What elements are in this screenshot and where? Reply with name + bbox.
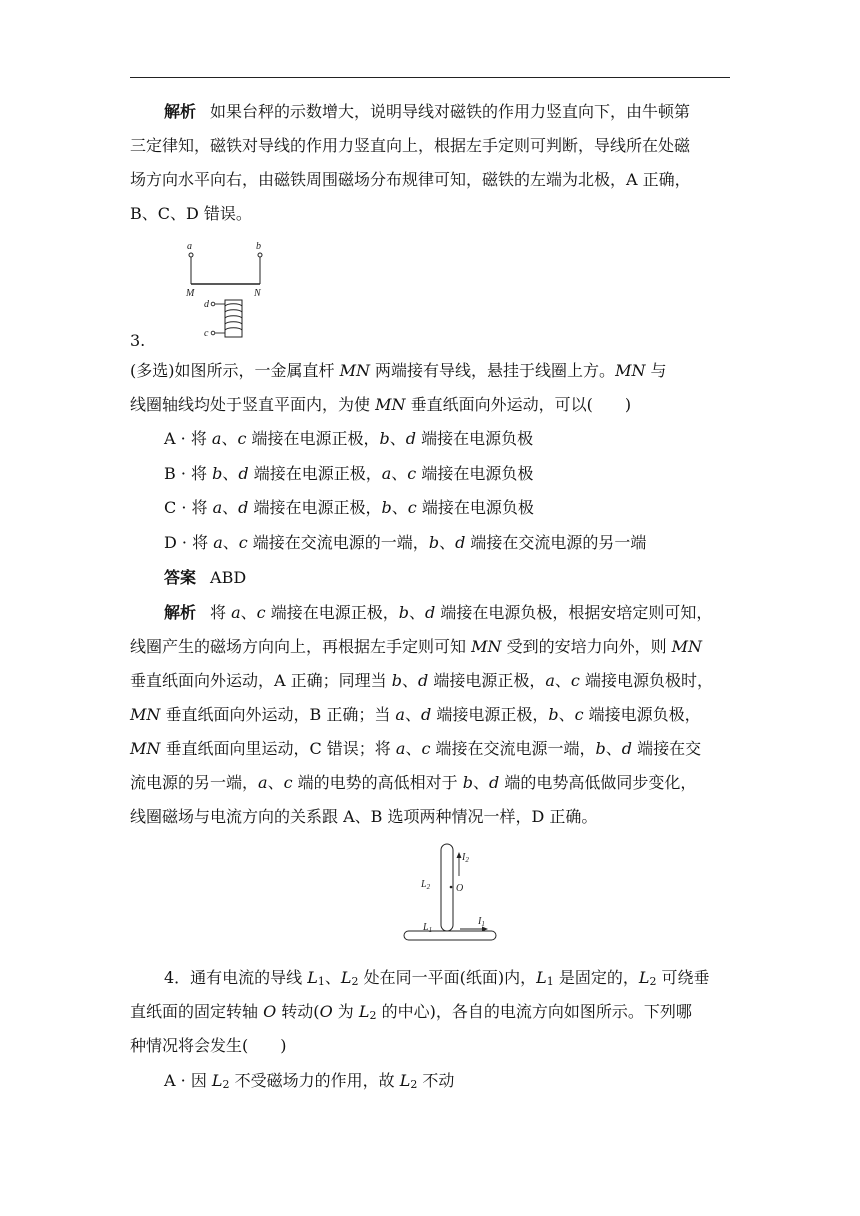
fig2-label-l1: $L_1$ — [423, 922, 433, 934]
q3-option-b: B · 将 b、d 端接在电源正极，a、c 端接在电源负极 — [164, 464, 534, 483]
fig2-label-i1: $I_1$ — [478, 916, 485, 928]
fig2-label-l2: $L_2$ — [421, 879, 431, 891]
answer-value: ABD — [210, 568, 247, 587]
p1-line-2: 三定律知，磁铁对导线的作用力竖直向上，根据左手定则可判断，导线所在处磁 — [130, 136, 691, 155]
q4-line-3: 种情况将会发生( ) — [130, 1036, 287, 1055]
q4-line-2: 直纸面的固定转轴 O 转动(O 为 $L_2$ 的中心)，各自的电流方向如图所示。下列哪 — [130, 1002, 692, 1022]
answer-heading: 答案 — [164, 568, 197, 587]
fig1-label-a: a — [187, 241, 192, 252]
fig1-label-c: c — [204, 328, 209, 339]
q3-stem-line-1: (多选)如图所示，一金属直杆 MN 两端接有导线，悬挂于线圈上方。MN 与 — [130, 361, 667, 380]
q3-analysis-line-6: 流电源的另一端，a、c 端的电势的高低相对于 b、d 端的电势高低做同步变化， — [130, 773, 697, 792]
figure-l1-l2 — [400, 840, 510, 948]
q3-number: 3. — [130, 331, 146, 350]
q3-option-a: A · 将 a、c 端接在电源正极，b、d 端接在电源负极 — [164, 429, 534, 448]
q3-option-c: C · 将 a、d 端接在电源正极，b、c 端接在电源负极 — [164, 498, 534, 517]
fig2-label-o: O — [456, 883, 464, 894]
fig1-label-N: N — [254, 288, 261, 299]
q3-option-d: D · 将 a、c 端接在交流电源的一端，b、d 端接在交流电源的另一端 — [164, 533, 647, 552]
header-rule — [130, 77, 730, 78]
p1-line-3: 场方向水平向右，由磁铁周围磁场分布规律可知，磁铁的左端为北极，A 正确， — [130, 170, 691, 189]
fig2-label-i2: $I_2$ — [462, 852, 469, 864]
q3-analysis-line-1: 解析 将 a、c 端接在电源正极，b、d 端接在电源负极，根据安培定则可知， — [164, 603, 713, 622]
q3-analysis-line-2: 线圈产生的磁场方向向上，再根据左手定则可知 MN 受到的安培力向外，则 MN — [130, 637, 703, 656]
q3-answer — [130, 561, 246, 595]
fig1-label-M: M — [186, 288, 195, 299]
analysis-heading: 解析 — [164, 102, 197, 121]
q4-option-a: A · 因 $L_2$ 不受磁场力的作用，故 $L_2$ 不动 — [164, 1071, 455, 1091]
q3-analysis-line-5: MN 垂直纸面向里运动，C 错误；将 a、c 端接在交流电源一端，b、d 端接在交 — [130, 739, 702, 758]
q4-line-1: 4．通有电流的导线 $L_1$、$L_2$ 处在同一平面(纸面)内，$L_1$ 是固定的，$L_2$ 可绕垂 — [164, 968, 710, 988]
p1-line-4: B、C、D 错误。 — [130, 204, 252, 223]
q3-stem-line-2: 线圈轴线均处于竖直平面内，为使 MN 垂直纸面向外运动，可以( ) — [130, 395, 632, 414]
fig1-label-b: b — [256, 241, 261, 252]
analysis-heading-2: 解析 — [164, 603, 197, 622]
p1-line-1: 解析 如果台秤的示数增大，说明导线对磁铁的作用力竖直向下，由牛顿第 — [164, 102, 691, 121]
fig1-label-d: d — [204, 299, 209, 310]
figure-rod-coil — [176, 240, 276, 340]
q3-analysis-line-4: MN 垂直纸面向外运动，B 正确；当 a、d 端接电源正极，b、c 端接电源负极， — [130, 705, 701, 724]
q3-analysis-line-7: 线圈磁场与电流方向的关系跟 A、B 选项两种情况一样，D 正确。 — [130, 807, 598, 826]
q3-analysis-line-3: 垂直纸面向外运动，A 正确；同理当 b、d 端接电源正极，a、c 端接电源负极时， — [130, 671, 713, 690]
